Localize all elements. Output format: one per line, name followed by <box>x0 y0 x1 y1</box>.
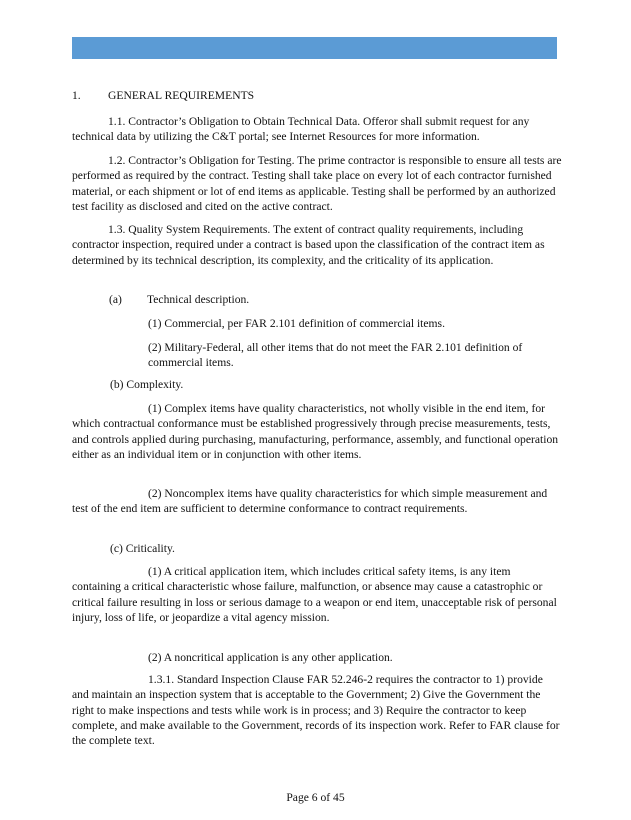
paragraph-1-1: 1.1. Contractor’s Obligation to Obtain Technical Data. Offeror shall submit request for any technical data by utilizing the C&T portal; see Internet Resources for more information. <box>72 115 530 144</box>
subsection-a-letter: (a) <box>109 293 122 306</box>
paragraph-1-3-1: 1.3.1. Standard Inspection Clause FAR 52.246-2 requires the contractor to 1) provide and maintain an inspection system that is acceptable to the Government; 2) Give the Government the right to make inspections and tests while work is in process; and 3) Require the contractor to keep complete, and make available to the Government, records of its inspection work. Refer to FAR clause for the complete text. <box>72 673 560 748</box>
page-number: Page 6 of 45 <box>286 791 345 804</box>
paragraph-1-2: 1.2. Contractor’s Obligation for Testing. The prime contractor is responsible to ensure all tests are performed as required by the contract. Testing shall take place on every lot of each contractor furnished material, or each shipment or lot of end items as applicable. Testing shall be performed by an authorized test facility as disclosed and cited on the active contract. <box>72 154 562 213</box>
subsection-a-label: Technical description. <box>147 293 250 306</box>
subsection-c-item-1: (1) A critical application item, which includes critical safety items, is any item containing a critical characteristic whose failure, malfunction, or absence may cause a catastrophic or critical failure resulting in loss or serious damage to a weapon or end item, unacceptable risk of personal injury, loss of life, or jeopardize a vital agency mission. <box>72 565 557 624</box>
subsection-b-label: (b) Complexity. <box>110 378 184 391</box>
header-bar <box>72 37 557 59</box>
subsection-a-item-1: (1) Commercial, per FAR 2.101 definition of commercial items. <box>148 317 445 330</box>
subsection-b-item-2: (2) Noncomplex items have quality characteristics for which simple measurement and test of the end item are sufficient to determine conformance to contract requirements. <box>72 487 548 516</box>
subsection-a-item-2: (2) Military-Federal, all other items that do not meet the FAR 2.101 definition of commercial items. <box>148 341 523 370</box>
subsection-c-item-2: (2) A noncritical application is any other application. <box>148 651 393 664</box>
subsection-c-label: (c) Criticality. <box>110 542 175 555</box>
subsection-b-item-1: (1) Complex items have quality characteristics, not wholly visible in the end item, for which contractual conformance must be established progressively through precise measurements, tests, and controls applied during purchasing, manufacturing, performance, assembly, and functional operation either as an individual item or in conjunction with other items. <box>72 402 559 461</box>
paragraph-1-3: 1.3. Quality System Requirements. The extent of contract quality requirements, including contractor inspection, required under a contract is based upon the classification of the contract item as determined by its technical description, its complexity, and the criticality of its application. <box>72 223 545 267</box>
section-title: GENERAL REQUIREMENTS <box>108 89 255 102</box>
section-number: 1. <box>72 89 81 102</box>
